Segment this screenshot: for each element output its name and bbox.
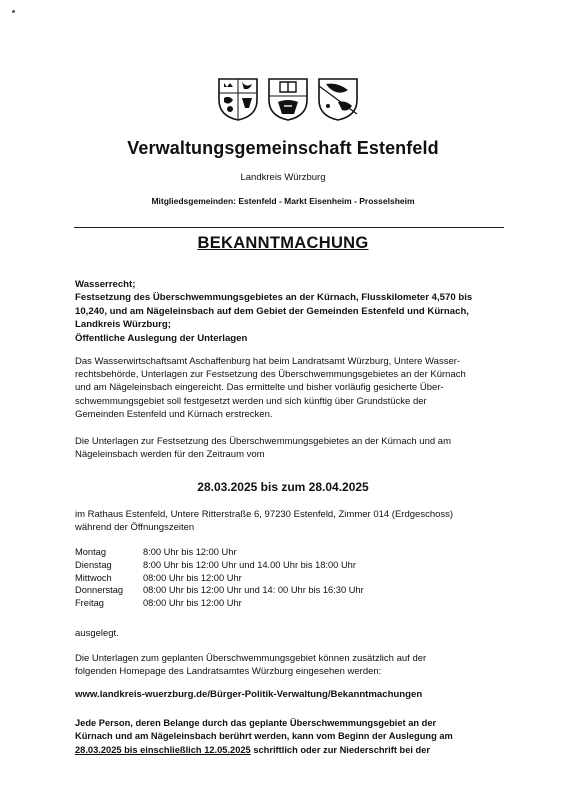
paragraph-line: im Rathaus Estenfeld, Untere Ritterstraße 6, 97230 Estenfeld, Zimmer 014 (Erdgeschoss) bbox=[75, 509, 454, 520]
hours-row bbox=[75, 572, 364, 585]
paragraph-line: rechtsbehörde, Unterlagen zur Festsetzung des Überschwemmungsgebietes an der Kürnach bbox=[75, 369, 466, 381]
notice-headline: BEKANNTMACHUNG bbox=[197, 234, 369, 252]
weekday: Mittwoch bbox=[75, 572, 112, 583]
paragraph-line: während der Öffnungszeiten bbox=[75, 522, 195, 534]
homepage-paragraph bbox=[75, 652, 515, 678]
crests-row bbox=[216, 76, 366, 126]
subject-line: Landkreis Würzburg; bbox=[75, 319, 171, 331]
paragraph-line: und am Nägeleinsbach eingereicht. Das ermittelte und bisher vorläufig gesicherte Über- bbox=[75, 382, 444, 394]
paragraph-line: Die Unterlagen zur Festsetzung des Überschwemmungsgebietes an der Kürnach und am bbox=[75, 436, 451, 447]
objection-period: 28.03.2025 bis einschließlich 12.05.2025 bbox=[75, 744, 251, 755]
weekday: Donnerstag bbox=[75, 585, 124, 596]
hours-time: 8:00 Uhr bis 12:00 Uhr bbox=[143, 547, 237, 557]
prosselsheim-crest-icon bbox=[316, 76, 360, 122]
subject-block bbox=[75, 278, 515, 345]
notice-line-rest: schriftlich oder zur Niederschrift bei der bbox=[250, 744, 430, 755]
district-label: Landkreis Würzburg bbox=[240, 172, 326, 183]
weekday: Freitag bbox=[75, 598, 104, 609]
notice-line: Jede Person, deren Belange durch das geplante Überschwemmungsgebiet an der bbox=[75, 718, 437, 728]
paragraph-line: Die Unterlagen zum geplanten Überschwemmungsgebiet können zusätzlich auf der bbox=[75, 653, 427, 664]
intro-paragraph bbox=[75, 355, 515, 421]
scan-dot bbox=[12, 10, 15, 13]
paragraph-line: schwemmungsgebiet soll festgesetzt werden und sich künftig über Grundstücke der bbox=[75, 395, 427, 407]
notice-line bbox=[75, 744, 515, 757]
hours-row bbox=[75, 584, 364, 597]
ausgelegt-text: ausgelegt. bbox=[75, 628, 119, 639]
weekday: Montag bbox=[75, 547, 107, 557]
hours-row bbox=[75, 559, 364, 572]
weekday: Dienstag bbox=[75, 559, 112, 570]
subject-line: 10,240, und am Nägeleinsbach auf dem Gebiet der Gemeinden Estenfeld und Kürnach, bbox=[75, 305, 469, 317]
member-municipalities: Mitgliedsgemeinden: Estenfeld - Markt Eisenheim - Prosselsheim bbox=[151, 196, 415, 206]
organization-title: Verwaltungsgemeinschaft Estenfeld bbox=[127, 138, 439, 158]
homepage-link[interactable]: www.landkreis-wuerzburg.de/Bürger-Politik-Verwaltung/Bekanntmachungen bbox=[75, 689, 423, 700]
location-paragraph bbox=[75, 508, 515, 534]
notice-line: Kürnach und am Nägeleinsbach berührt werden, kann vom Beginn der Auslegung am bbox=[75, 731, 453, 742]
subject-line: Öffentliche Auslegung der Unterlagen bbox=[75, 332, 248, 344]
paragraph-line: Das Wasserwirtschaftsamt Aschaffenburg hat beim Landratsamt Würzburg, Untere Wasser- bbox=[75, 356, 461, 367]
hours-row bbox=[75, 597, 364, 610]
paragraph-line: Nägeleinsbach werden für den Zeitraum vom bbox=[75, 449, 265, 461]
header-divider bbox=[74, 227, 504, 228]
eisenheim-crest-icon bbox=[266, 76, 310, 122]
subject-line: Festsetzung des Überschwemmungsgebietes an der Kürnach, Flusskilometer 4,570 bis bbox=[75, 292, 473, 304]
subject-line: Wasserrecht; bbox=[75, 279, 136, 290]
hours-time: 8:00 Uhr bis 12:00 Uhr und 14.00 Uhr bis 18:00 Uhr bbox=[143, 559, 356, 570]
opening-hours-table bbox=[75, 546, 364, 610]
hours-time: 08:00 Uhr bis 12:00 Uhr und 14: 00 Uhr bis 16:30 Uhr bbox=[143, 585, 364, 596]
display-period: 28.03.2025 bis zum 28.04.2025 bbox=[197, 480, 369, 494]
period-paragraph bbox=[75, 435, 515, 461]
paragraph-line: folgenden Homepage des Landratsamtes Würzburg eingesehen werden: bbox=[75, 666, 382, 678]
estenfeld-crest-icon bbox=[216, 76, 260, 122]
objection-notice bbox=[75, 717, 515, 757]
hours-time: 08:00 Uhr bis 12:00 Uhr bbox=[143, 598, 242, 609]
hours-row bbox=[75, 546, 364, 559]
hours-time: 08:00 Uhr bis 12:00 Uhr bbox=[143, 572, 242, 583]
paragraph-line: Gemeinden Estenfeld und Kürnach erstrecken. bbox=[75, 408, 273, 420]
